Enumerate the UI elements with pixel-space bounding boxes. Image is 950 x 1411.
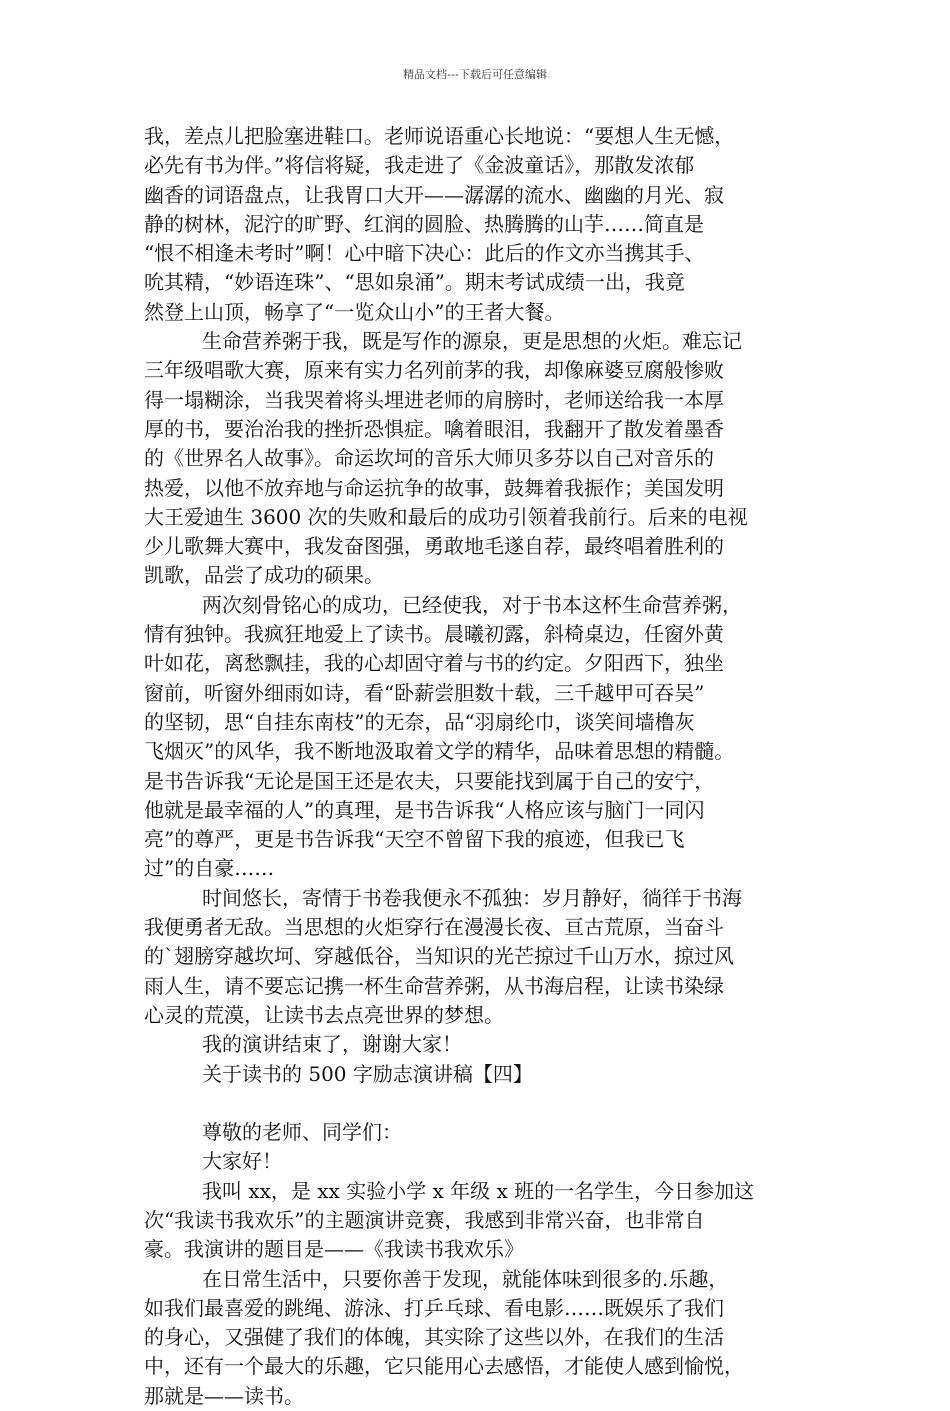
text-line: 中，还有一个最大的乐趣，它只能用心去感悟，才能使人感到愉悦，	[144, 1354, 744, 1379]
text-line: 的身心，又强健了我们的体魄，其实除了这些以外，在我们的生活	[144, 1325, 724, 1350]
text-line: 关于读书的 500 字励志演讲稿【四】	[202, 1061, 533, 1086]
text-line: 必先有书为伴。”将信将疑，我走进了《金波童话》，那散发浓郁	[144, 153, 695, 178]
text-line: 三年级唱歌大赛，原来有实力名列前茅的我，却像麻婆豆腐般惨败	[144, 358, 724, 383]
text-line: 亮”的尊严，更是书告诉我“天空不曾留下我的痕迹，但我已飞	[144, 827, 685, 852]
text-line: 两次刻骨铭心的成功，已经使我，对于书本这杯生命营养粥，	[202, 592, 742, 617]
text-line: 我叫 xx，是 xx 实验小学 x 年级 x 班的一名学生，今日参加这	[202, 1178, 755, 1203]
text-line: 幽香的词语盘点，让我胃口大开——潺潺的流水、幽幽的月光、寂	[144, 182, 724, 207]
text-line: 窗前，听窗外细雨如诗，看“卧薪尝胆数十载，三千越甲可吞吴”	[144, 680, 705, 705]
text-line: 的《世界名人故事》。命运坎坷的音乐大师贝多芬以自己对音乐的	[144, 446, 714, 471]
text-line: 在日常生活中，只要你善于发现，就能体味到很多的.乐趣，	[202, 1266, 729, 1291]
text-line: 情有独钟。我疯狂地爱上了读书。晨曦初露，斜椅桌边，任窗外黄	[144, 622, 724, 647]
page-header: 精品文档---下载后可任意编辑	[403, 68, 547, 81]
text-line: “恨不相逢未考时”啊！心中暗下决心：此后的作文亦当携其手、	[144, 241, 705, 266]
text-line: 生命营养粥于我，既是写作的源泉，更是思想的火炬。难忘记	[202, 329, 742, 354]
text-line: 飞烟灭”的风华，我不断地汲取着文学的精华，品味着思想的精髓。	[144, 739, 735, 764]
text-line: 大家好！	[202, 1149, 282, 1174]
text-line: 尊敬的老师、同学们：	[202, 1120, 402, 1145]
text-line: 静的树林，泥泞的旷野、红润的圆脸、热腾腾的山芋……简直是	[144, 211, 704, 236]
text-line: 的`翅膀穿越坎坷、穿越低谷，当知识的光芒掠过千山万水，掠过风	[144, 944, 734, 969]
text-line: 得一塌糊涂，当我哭着将头埋进老师的肩膀时，老师送给我一本厚	[144, 387, 724, 412]
text-line: 是书告诉我“无论是国王还是农夫，只要能找到属于自己的安宁，	[144, 768, 715, 793]
text-line: 过”的自豪……	[144, 856, 275, 881]
body-text	[144, 122, 810, 1411]
text-line: 时间悠长，寄情于书卷我便永不孤独：岁月静好，徜徉于书海	[202, 885, 742, 910]
text-line: 心灵的荒漠，让读书去点亮世界的梦想。	[144, 1002, 504, 1027]
text-line: 我，差点儿把脸塞进鞋口。老师说语重心长地说：“要想人生无憾，	[144, 124, 735, 148]
text-line: 雨人生，请不要忘记携一杯生命营养粥，从书海启程，让读书染绿	[144, 973, 724, 998]
text-line: 大王爱迪生 3600 次的失败和最后的成功引领着我前行。后来的电视	[144, 504, 748, 529]
text-line: 那就是——读书。	[144, 1383, 304, 1408]
text-line: 少儿歌舞大赛中，我发奋图强，勇敢地毛遂自荐，最终唱着胜利的	[144, 534, 724, 559]
text-line: 次“我读书我欢乐”的主题演讲竞赛，我感到非常兴奋，也非常自	[144, 1207, 705, 1232]
text-line: 吮其精，“妙语连珠”、“思如泉涌”。期末考试成绩一出，我竟	[144, 270, 685, 295]
text-line: 叶如花，离愁飘挂，我的心却固守着与书的约定。夕阳西下，独坐	[144, 651, 724, 676]
text-line: 然登上山顶，畅享了“一览众山小”的王者大餐。	[144, 299, 565, 324]
text-line	[144, 1089, 810, 1118]
text-line: 的坚韧，思“自挂东南枝”的无奈，品“羽扇纶巾，谈笑间墙橹灰	[144, 709, 695, 734]
text-line: 厚的书，要治治我的挫折恐惧症。噙着眼泪，我翻开了散发着墨香	[144, 416, 724, 441]
text-line: 我的演讲结束了，谢谢大家！	[202, 1032, 462, 1057]
text-line: 热爱，以他不放弃地与命运抗争的故事，鼓舞着我振作；美国发明	[144, 475, 724, 500]
text-line: 豪。我演讲的题目是——《我读书我欢乐》	[144, 1237, 524, 1262]
text-line: 我便勇者无敌。当思想的火炬穿行在漫漫长夜、亘古荒原，当奋斗	[144, 915, 724, 940]
text-line: 他就是最幸福的人”的真理，是书告诉我“人格应该与脑门一同闪	[144, 797, 705, 822]
text-line: 如我们最喜爱的跳绳、游泳、打乒乓球、看电影……既娱乐了我们	[144, 1295, 724, 1320]
text-line: 凯歌，品尝了成功的硕果。	[144, 563, 384, 588]
